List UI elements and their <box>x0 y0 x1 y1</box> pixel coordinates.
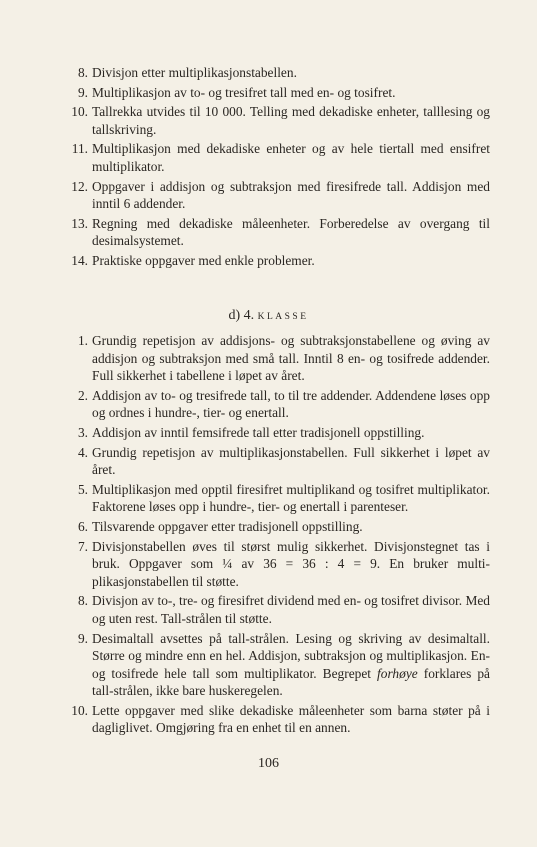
list-item <box>77 538 490 591</box>
list-item <box>77 444 490 479</box>
item-number: 4. <box>77 444 88 460</box>
item-text: Praktiske oppgaver med enkle problemer. <box>92 252 315 268</box>
item-number: 7. <box>77 538 88 554</box>
list-item <box>77 481 490 516</box>
list-item <box>71 252 490 270</box>
item-number: 9. <box>77 84 88 100</box>
list-item <box>77 332 490 385</box>
item-text: Divisjon etter multiplikasjonstabellen. <box>92 65 297 80</box>
item-text: Multiplikasjon med opptil firesifret multiplikand og tosifret multiplikator. Faktorene løses opp i hundre-, tier- og enertall i parenteser. <box>92 481 490 515</box>
item-number: 11. <box>71 141 88 157</box>
list-item <box>71 702 490 737</box>
item-number: 9. <box>77 630 88 646</box>
section-prefix: d) 4. <box>228 308 255 323</box>
item-number: 6. <box>77 518 88 534</box>
list-item <box>77 592 490 627</box>
item-text: Lette oppgaver med slike dekadiske måleenheter som barna støter på i dagliglivet. Omgjøring fra en enhet til en annen. <box>92 702 490 736</box>
item-text: Regning med dekadiske måleenheter. Forberedelse av overgang til desimalsystemet. <box>92 215 490 249</box>
item-number: 2. <box>77 387 88 403</box>
item-number: 5. <box>77 481 88 497</box>
list-item <box>77 630 491 700</box>
item-number: 8. <box>77 593 88 609</box>
item-number: 1. <box>77 333 88 348</box>
item-text: Addisjon av to- og tresifrede tall, to til tre addender. Addendene løses opp og ordnes i hundre-, tier- og enertall. <box>92 387 490 421</box>
item-text: Grundig repetisjon av addisjons- og subtraksjonstabellene og øving av addisjon og subtraksjon med små tall. Inntil 8 en- og tosifrede addender. Full sikkerhet i tabellene i løpet av året. <box>92 333 490 384</box>
item-text-italic: forhøye <box>377 665 418 681</box>
item-text: Divisjon av to-, tre- og firesifret dividend med en- og tosifret divisor. Med og uten rest. Tall-strålen til støtte. <box>92 593 490 626</box>
item-number: 14. <box>71 252 88 268</box>
item-number: 10. <box>71 702 88 718</box>
list-item <box>71 215 490 250</box>
page-number: 106 <box>258 756 279 771</box>
list-item <box>71 178 490 213</box>
list-class-3-continued <box>71 64 490 272</box>
item-text: Multiplikasjon med dekadiske enheter og av hele tiertall med ensifret multiplikator. <box>92 141 490 174</box>
item-number: 13. <box>71 215 88 231</box>
list-item <box>77 64 490 82</box>
item-number: 8. <box>77 65 88 80</box>
item-text: Divisjonstabellen øves til størst mulig sikkerhet. Divisjonstegnet tas i bruk. Oppgaver som ¼ av 36 = 36 : 4 = 9. En bruker multiplikasjonstabellen til støtte. <box>92 538 490 589</box>
list-item <box>77 424 490 442</box>
item-text: Multiplikasjon av to- og tresifret tall med en- og tosifret. <box>92 84 396 100</box>
list-class-4 <box>71 332 491 739</box>
item-text-part-1: Desimaltall avsettes på tall-strålen. Lesing og skriving av desimaltall. Større og mindre enn en hel. Addisjon, subtraksjon og multiplikasjon. En- og tosifrede hele tall som multiplikator. Begrepet <box>92 630 490 681</box>
item-number: 3. <box>77 424 88 440</box>
list-item <box>71 140 490 175</box>
item-number: 12. <box>71 178 88 194</box>
item-text: Oppgaver i addisjon og subtraksjon med firesifrede tall. Addisjon med inntil 6 addender. <box>92 178 490 212</box>
section-label: KLASSE <box>257 312 309 322</box>
item-number: 10. <box>71 104 88 120</box>
list-item <box>77 84 490 102</box>
item-text-part-2: forklares på tall-strålen, ikke bare huskeregelen. <box>92 665 491 699</box>
list-item <box>77 387 490 422</box>
section-heading <box>0 308 537 324</box>
item-text: Addisjon av inntil femsifrede tall etter tradisjonell oppstilling. <box>92 424 425 440</box>
item-text: Tallrekka utvides til 10 000. Telling med dekadiske enheter, talllesing og tallskriving. <box>92 104 490 137</box>
list-item <box>71 103 490 138</box>
list-item <box>77 518 490 536</box>
item-text: Grundig repetisjon av multiplikasjonstabellen. Full sikkerhet i løpet av året. <box>92 444 490 478</box>
item-text: Tilsvarende oppgaver etter tradisjonell oppstilling. <box>92 518 363 534</box>
